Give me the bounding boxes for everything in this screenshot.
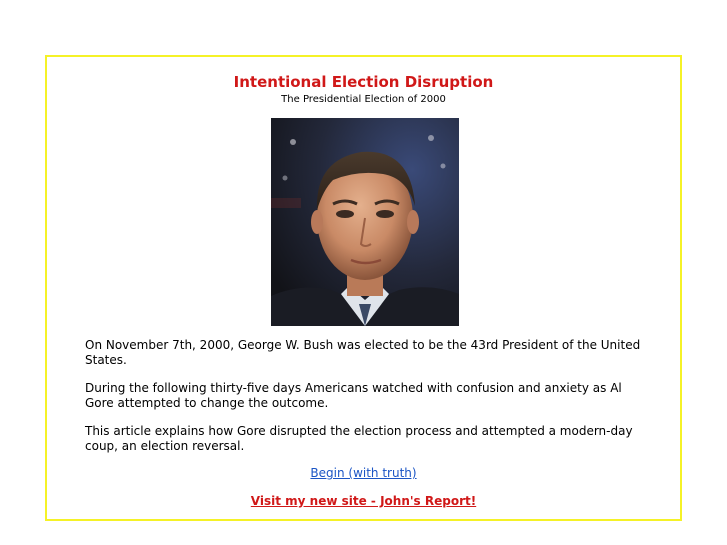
content-frame: [45, 55, 682, 521]
begin-link-container: [47, 466, 680, 481]
article-paragraph: This article explains how Gore disrupted the election process and attempted a modern-day coup, an election reversal.: [85, 424, 633, 453]
article-paragraph: On November 7th, 2000, George W. Bush was elected to be the 43rd President of the United States.: [85, 338, 641, 367]
begin-link[interactable]: Begin (with truth): [310, 466, 417, 480]
new-site-link[interactable]: Visit my new site - John's Report!: [250, 494, 477, 508]
article-paragraph: During the following thirty-five days Americans watched with confusion and anxiety as Al Gore attempted to change the outcome.: [85, 381, 622, 410]
page-title: Intentional Election Disruption: [233, 73, 494, 91]
new-site-link-container: [47, 494, 680, 509]
page-subtitle: The Presidential Election of 2000: [281, 94, 446, 105]
portrait-photo: [271, 118, 459, 326]
